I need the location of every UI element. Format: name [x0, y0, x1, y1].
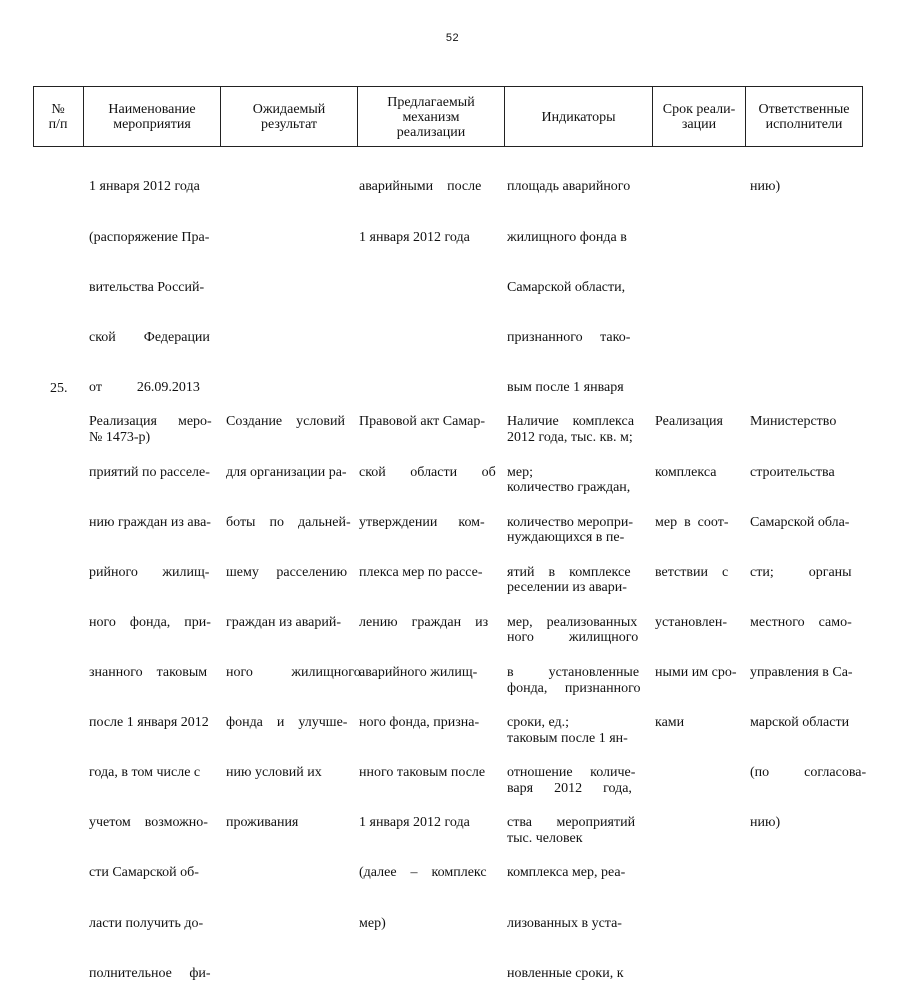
text-line: ласти получить до-	[89, 915, 204, 931]
text-line: учетом возможно-	[89, 815, 208, 831]
header-column-divider	[862, 86, 863, 147]
text-line: полнительное фи-	[89, 965, 211, 981]
text-line: Самарской области,	[507, 279, 626, 295]
text-line: фонда и улучше-	[226, 715, 348, 731]
text-line: количество граждан,	[507, 480, 631, 496]
header-result: Ожидаемый результат	[252, 102, 326, 132]
text-line: 1 января 2012 года	[359, 815, 470, 831]
text-line: строительства	[750, 464, 835, 480]
row25-mechanism-cell	[359, 381, 496, 949]
text-line: Реализация меро-	[89, 414, 212, 430]
text-line: Правовой акт Самар-	[359, 414, 485, 430]
text-line: ветствии с	[655, 564, 729, 580]
text-line: боты по дальней-	[226, 514, 351, 530]
continuation-mechanism-cell	[359, 146, 481, 263]
text-line: приятий по расселе-	[89, 464, 210, 480]
row25-result-cell	[226, 381, 361, 849]
text-line: аварийного жилищ-	[359, 664, 478, 680]
text-line: аварийными после	[359, 179, 482, 195]
text-line: плекса мер по рассе-	[359, 564, 483, 580]
text-line: знанного таковым	[89, 664, 208, 680]
text-line: мер;	[507, 464, 533, 480]
text-line: Министерство	[750, 414, 837, 430]
text-line: ного жилищного	[507, 630, 639, 646]
text-line: ного фонда, призна-	[359, 715, 480, 731]
text-line: ного жилищного	[226, 664, 361, 680]
text-line: фонда, признанного	[507, 680, 641, 696]
text-line: нию условий их	[226, 765, 322, 781]
continuation-responsible-cell	[750, 146, 780, 213]
text-line: Наличие комплекса	[507, 414, 635, 430]
text-line: нного таковым после	[359, 765, 486, 781]
header-mechanism: Предлагаемый механизм реализации	[387, 94, 475, 140]
text-line: комплекса	[655, 464, 717, 480]
row25-indicators-cell	[507, 381, 639, 999]
text-line: мер в соот-	[655, 514, 729, 530]
text-line: ками	[655, 715, 685, 731]
text-line: сти Самарской об-	[89, 865, 199, 881]
text-line: рийного жилищ-	[89, 564, 210, 580]
row25-name-cell	[89, 381, 212, 999]
text-line: в установленные	[507, 664, 640, 680]
text-line: признанного тако-	[507, 329, 631, 345]
text-line: шему расселению	[226, 564, 348, 580]
text-line: Реализация	[655, 414, 723, 430]
text-line: № 1473-р)	[89, 429, 151, 445]
row25-responsible-cell	[750, 381, 866, 849]
text-line: реселении из авари-	[507, 580, 627, 596]
text-line: местного само-	[750, 614, 852, 630]
text-line: нию граждан из ава-	[89, 514, 211, 530]
row-number: 25.	[50, 381, 68, 396]
text-line: нуждающихся в пе-	[507, 530, 625, 546]
text-line: вым после 1 января	[507, 379, 624, 395]
text-line: тыс. человек	[507, 830, 583, 846]
text-line: жилищного фонда в	[507, 229, 627, 245]
text-line: варя 2012 года,	[507, 780, 632, 796]
text-line: Самарской обла-	[750, 514, 850, 530]
text-line: мер, реализованных	[507, 614, 638, 630]
text-line: нию)	[750, 815, 781, 831]
text-line: количество меропри-	[507, 514, 634, 530]
header-term: Срок реали- зации	[662, 102, 736, 132]
header-name: Наименование мероприятия	[108, 102, 196, 132]
row25-term-cell	[655, 381, 736, 748]
text-line: новленные сроки, к	[507, 965, 624, 981]
text-line: 2012 года, тыс. кв. м;	[507, 429, 633, 445]
text-line: сти; органы	[750, 564, 852, 580]
text-line: проживания	[226, 815, 299, 831]
text-line: ятий в комплексе	[507, 564, 631, 580]
text-line: для организации ра-	[226, 464, 347, 480]
header-indicators: Индикаторы	[541, 109, 616, 125]
text-line: сроки, ед.;	[507, 715, 570, 731]
text-line: (по согласова-	[750, 765, 867, 781]
text-line: после 1 января 2012	[89, 715, 209, 731]
text-line: лению граждан из	[359, 614, 489, 630]
text-line: ного фонда, при-	[89, 614, 211, 630]
text-line: нию)	[750, 179, 781, 195]
header-num: № п/п	[48, 102, 68, 132]
text-line: 1 января 2012 года	[359, 229, 470, 245]
text-line: отношение количе-	[507, 765, 636, 781]
page-number: 52	[445, 32, 460, 44]
text-line: граждан из аварий-	[226, 614, 341, 630]
text-line: (далее – комплекс	[359, 865, 487, 881]
text-line: таковым после 1 ян-	[507, 730, 628, 746]
text-line: ства мероприятий	[507, 815, 636, 831]
text-line: Создание условий	[226, 414, 345, 430]
text-line: вительства Россий-	[89, 279, 205, 295]
text-line: года, в том числе с	[89, 765, 201, 781]
text-line: (распоряжение Пра-	[89, 229, 210, 245]
text-line: ской области об	[359, 464, 496, 480]
text-line: мер)	[359, 915, 386, 931]
text-line: установлен-	[655, 614, 727, 630]
text-line: ской Федерации	[89, 329, 210, 345]
header-responsible: Ответственные исполнители	[758, 102, 850, 132]
text-line: утверждении ком-	[359, 514, 485, 530]
text-line: площадь аварийного	[507, 179, 631, 195]
text-line: управления в Са-	[750, 664, 853, 680]
text-line: от 26.09.2013	[89, 379, 200, 395]
text-line: лизованных в уста-	[507, 915, 622, 931]
text-line: марской области	[750, 715, 850, 731]
text-line: ными им сро-	[655, 664, 737, 680]
text-line: 1 января 2012 года	[89, 179, 200, 195]
text-line: комплекса мер, реа-	[507, 865, 626, 881]
table-top-border	[33, 86, 863, 87]
